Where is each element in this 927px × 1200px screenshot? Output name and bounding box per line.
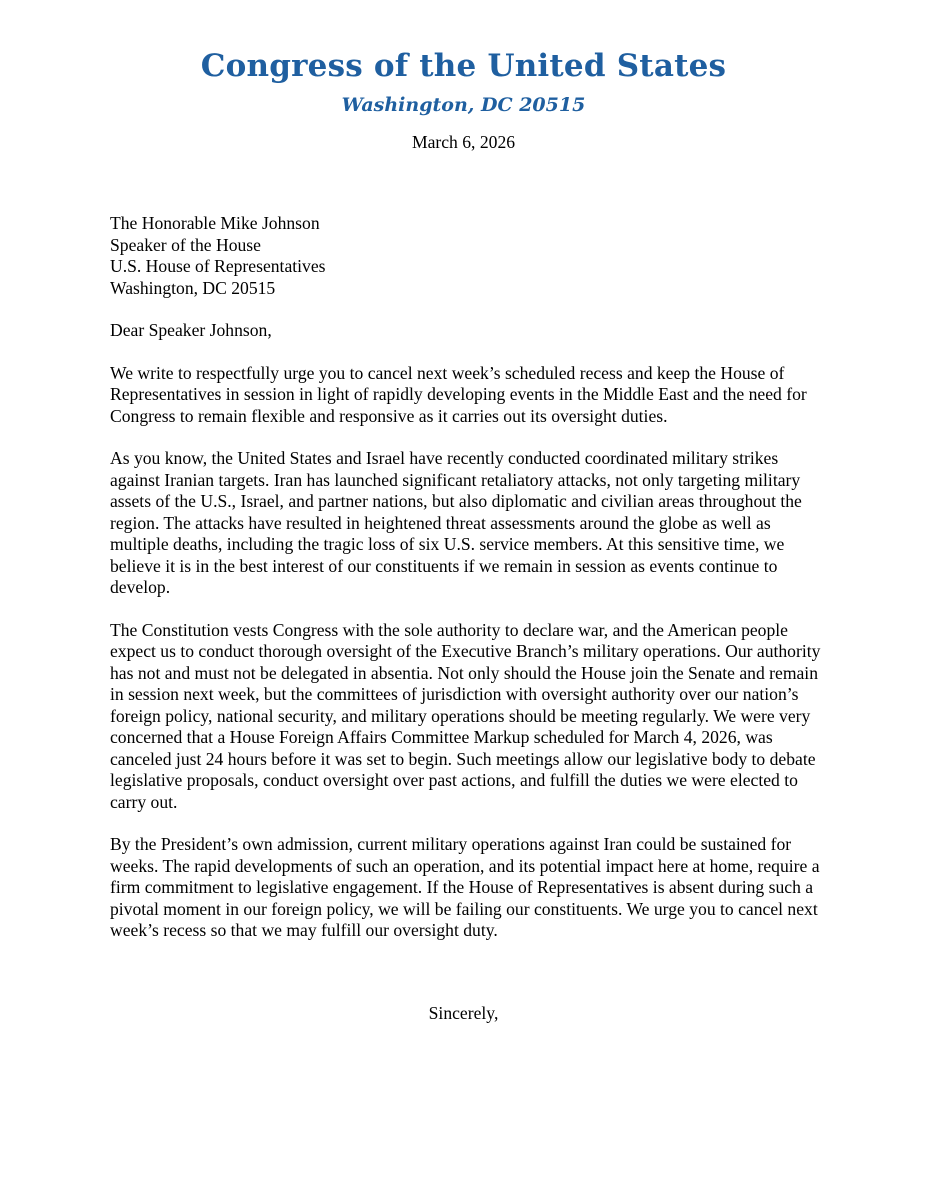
closing: Sincerely,	[428, 1003, 499, 1023]
letterhead	[0, 42, 927, 120]
paragraph-2: As you know, the United States and Israel have recently conducted coordinated military strikes against Iranian targets. Iran has launched significant retaliatory attacks, not only targeting military assets of the U.S., Israel, and partner nations, but also diplomatic and civilian areas throughout the region. The attacks have resulted in heightened threat assessments around the globe as well as multiple deaths, including the tragic loss of six U.S. service members. At this sensitive time, we believe it is in the best interest of our constituents if we remain in session as events continue to develop.	[110, 448, 802, 597]
paragraph-4: By the President’s own admission, current military operations against Iran could be sustained for weeks. The rapid developments of such an operation, and its potential impact here at home, require a firm commitment to legislative engagement. If the House of Representatives is absent during such a pivotal moment in our foreign policy, we will be failing our constituents. We urge you to cancel next week’s recess so that we may fulfill our oversight duty.	[110, 834, 820, 940]
letterhead-title: Congress of the United States	[200, 48, 727, 84]
paragraph-3: The Constitution vests Congress with the sole authority to declare war, and the American people expect us to conduct thorough oversight of the Executive Branch’s military operations. Our authority has not and must not be delegated in absentia. Not only should the House join the Senate and remain in session next week, but the committees of jurisdiction with oversight authority over our nation’s foreign policy, national security, and military operations should be meeting regularly. We were very concerned that a House Foreign Affairs Committee Markup scheduled for March 4, 2026, was canceled just 24 hours before it was set to begin. Such meetings allow our legislative body to debate legislative proposals, conduct oversight over past actions, and fulfill the duties we were elected to carry out.	[110, 619, 821, 812]
letter-date: March 6, 2026	[411, 132, 516, 152]
letter-body	[110, 213, 830, 942]
paragraph-1: We write to respectfully urge you to cancel next week’s scheduled recess and keep the House of Representatives in session in light of rapidly developing events in the Middle East and the need for Congress to remain flexible and responsive as it carries out its oversight duties.	[110, 362, 807, 426]
recipient-city: Washington, DC 20515	[110, 277, 276, 298]
recipient-address	[110, 213, 830, 299]
recipient-office: U.S. House of Representatives	[110, 256, 326, 276]
letterhead-subtitle: Washington, DC 20515	[341, 94, 586, 116]
salutation: Dear Speaker Johnson,	[110, 320, 272, 340]
recipient-title: Speaker of the House	[110, 234, 261, 255]
recipient-name: The Honorable Mike Johnson	[110, 213, 320, 233]
